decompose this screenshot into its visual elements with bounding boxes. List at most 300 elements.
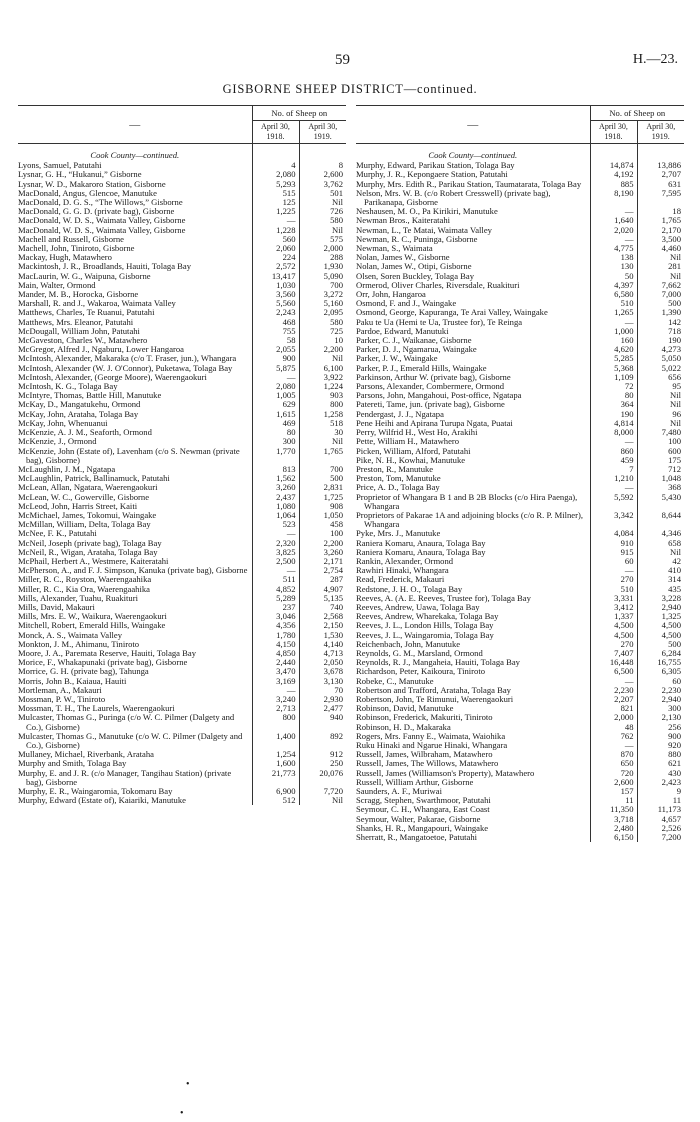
sheep-1918: 8,000 — [590, 428, 637, 437]
sheep-1919: 2,754 — [299, 566, 346, 575]
sheep-1918: 2,713 — [252, 704, 299, 713]
sheep-1919: 712 — [637, 465, 684, 474]
owner-name: Russell, William Arthur, Gisborne — [356, 776, 474, 787]
sheep-1919: 1,258 — [299, 410, 346, 419]
sheep-1919: 96 — [637, 410, 684, 419]
sheep-1918: 3,240 — [252, 695, 299, 704]
owner-name: Morrice, G. H. (private bag), Tahunga — [18, 666, 149, 677]
sheep-1919: 2,477 — [299, 704, 346, 713]
sheep-1919: 575 — [299, 235, 346, 244]
owner-name: Price, A. D., Tolaga Bay — [356, 482, 440, 493]
owner-name: Monck, A. S., Waimata Valley — [18, 629, 123, 640]
sheep-1918: 3,560 — [252, 290, 299, 299]
sheep-1918: 1,254 — [252, 750, 299, 759]
sheep-1919: 7,480 — [637, 428, 684, 437]
owner-name: Reeves, A. (A. E. Reeves, Trustee for), Tolaga Bay — [356, 592, 531, 603]
sheep-1918: 515 — [252, 189, 299, 198]
owner-name: Olsen, Soren Buckley, Tolaga Bay — [356, 270, 475, 281]
owner-name: Robertson, John, Te Rimunui, Waerengaokuri — [356, 693, 514, 704]
sheep-1918: 4,500 — [590, 621, 637, 630]
sheep-1918: 870 — [590, 750, 637, 759]
owner-name: McKenzie, A. J. M., Seaforth, Ormond — [18, 427, 152, 438]
sheep-1919: 410 — [637, 566, 684, 575]
sheep-1919: 631 — [637, 180, 684, 189]
sheep-1918: 7,407 — [590, 649, 637, 658]
sheep-1919: 500 — [637, 299, 684, 308]
sheep-1919: 430 — [637, 769, 684, 778]
table-row — [18, 796, 346, 805]
sheep-1919: 7,720 — [299, 787, 346, 796]
sheep-1918: — — [252, 529, 299, 538]
owner-name: Mullaney, Michael, Riverbank, Arataha — [18, 749, 154, 760]
owner-name: Parker, P. J., Emerald Hills, Waingake — [356, 362, 487, 373]
owner-name: Reynolds, R. J., Mangaheia, Hauiti, Tolaga Bay — [356, 657, 520, 668]
owner-name: Mackintosh, J. R., Broadlands, Hauiti, Tolaga Bay — [18, 261, 192, 272]
owner-name: Murphy and Smith, Tolaga Bay — [18, 758, 127, 769]
sheep-1918: 3,260 — [252, 483, 299, 492]
owner-name: Sherratt, R., Mangatoetoe, Patutahi — [356, 832, 478, 843]
sheep-1918: — — [590, 318, 637, 327]
sheep-1918: 224 — [252, 253, 299, 262]
owner-name: Mortleman, A., Makauri — [18, 684, 102, 695]
owner-name: Saunders, A. F., Muriwai — [356, 786, 442, 797]
sheep-1918: — — [590, 483, 637, 492]
owner-name: Robinson, H. D., Makaraka — [356, 721, 451, 732]
owner-name: McKenzie, J., Ormond — [18, 436, 97, 447]
sheep-1919: 2,707 — [637, 170, 684, 179]
owner-name: Ruku Hinaki and Ngarue Hinaki, Whangara — [356, 740, 508, 750]
owner-name: Newman, S., Waimata — [356, 243, 433, 254]
owner-name: McIntyre, Thomas, Battle Hill, Manutuke — [18, 390, 162, 401]
page-title: GISBORNE SHEEP DISTRICT—continued. — [222, 82, 478, 96]
sheep-1919: 2,526 — [637, 824, 684, 833]
sheep-1919: 11,173 — [637, 805, 684, 814]
sheep-1919: 1,325 — [637, 612, 684, 621]
sheep-1918: 1,562 — [252, 474, 299, 483]
sheep-1918: 80 — [252, 428, 299, 437]
county-subheading: Cook County—continued. — [428, 150, 518, 160]
sheep-1919: 8 — [299, 161, 346, 170]
sheep-1919: 5,022 — [637, 364, 684, 373]
sheep-1919: 2,930 — [299, 695, 346, 704]
sheep-1918: 1,400 — [252, 732, 299, 750]
sheep-1918: 13,417 — [252, 272, 299, 281]
right-column — [356, 105, 684, 842]
sheep-1918: 1,005 — [252, 391, 299, 400]
sheep-1919: Nil — [299, 198, 346, 207]
sheep-1918: 629 — [252, 400, 299, 409]
sheep-1919: 1,725 — [299, 493, 346, 502]
sheep-1918: 1,080 — [252, 502, 299, 511]
sheep-1919: 7,000 — [637, 290, 684, 299]
sheep-1919: 656 — [637, 373, 684, 382]
owner-name: McKenzie, John (Estate of), Lavenham (c/o S. Newman (private bag), Gisborne) — [18, 445, 240, 465]
bullet-mark: • — [186, 1079, 190, 1090]
owner-name: McIntosh, Alexander, Makaraka (c/o T. Fraser, jun.), Whangara — [18, 353, 237, 364]
sheep-1918: 4,192 — [590, 170, 637, 179]
sheep-1918: 5,560 — [252, 299, 299, 308]
owner-name: Mills, Alexander, Tuahu, Ruakituri — [18, 592, 138, 603]
owner-name: Mulcaster, Thomas G., Puringa (c/o W. C. Pilmer (Dalgety and Co.), Gisborne) — [18, 712, 235, 732]
sheep-1919: 4,657 — [637, 815, 684, 824]
sheep-1918: 885 — [590, 180, 637, 189]
owner-name: Lysnar, W. D., Makaroro Station, Gisborne — [18, 178, 166, 189]
owner-name: Reeves, J. L., London Hills, Tolaga Bay — [356, 620, 494, 631]
owner-name: McGaveston, Charles W., Matawhero — [18, 335, 148, 346]
sheep-1919: 4,460 — [637, 244, 684, 253]
sheep-1918: — — [252, 566, 299, 575]
sheep-1919: 600 — [637, 447, 684, 456]
sheep-1919: 903 — [299, 391, 346, 400]
sheep-1919: 250 — [299, 759, 346, 768]
sheep-1918: 50 — [590, 272, 637, 281]
sheep-1919: 100 — [637, 437, 684, 446]
sheep-1919: 95 — [637, 382, 684, 391]
sheep-1919: 2,831 — [299, 483, 346, 492]
owner-name: Pette, William H., Matawhero — [356, 436, 460, 447]
sheep-1919: 5,050 — [637, 354, 684, 363]
sheep-1918: 3,169 — [252, 677, 299, 686]
sheep-1918: — — [590, 741, 637, 750]
sheep-1918: 2,230 — [590, 686, 637, 695]
owner-name: Raniera Komaru, Anaura, Tolaga Bay — [356, 546, 486, 557]
sheep-1919: 6,284 — [637, 649, 684, 658]
sheep-1919: 20,076 — [299, 769, 346, 787]
sheep-1918: 80 — [590, 391, 637, 400]
table-row — [356, 511, 684, 529]
sheep-1918: 3,412 — [590, 603, 637, 612]
sheep-1918: 3,825 — [252, 548, 299, 557]
sheep-1918: 16,448 — [590, 658, 637, 667]
sheep-1918: 755 — [252, 327, 299, 336]
sheep-1918: 2,440 — [252, 658, 299, 667]
sheep-1918: 6,150 — [590, 833, 637, 842]
owner-name: Matthews, Mrs. Eleanor, Patutahi — [18, 316, 134, 327]
sheep-1918: 2,480 — [590, 824, 637, 833]
sheep-1918: 2,207 — [590, 695, 637, 704]
owner-name: MacDonald, D. G. S., “The Willows,” Gisborne — [18, 197, 183, 208]
owner-name: Machell, John, Tiniroto, Gisborne — [18, 243, 135, 254]
sheep-1918: 5,592 — [590, 493, 637, 511]
owner-name: McIntosh, K. G., Tolaga Bay — [18, 381, 118, 392]
sheep-1919: 256 — [637, 723, 684, 732]
table-row — [18, 447, 346, 465]
owner-name: McPhail, Herbert A., Westmere, Kaiteratahi — [18, 555, 169, 566]
sheep-1919: 70 — [299, 686, 346, 695]
sheep-1919: 700 — [299, 281, 346, 290]
sheep-1919: 8,644 — [637, 511, 684, 529]
sheep-1919: 658 — [637, 539, 684, 548]
sheep-1918: 2,243 — [252, 308, 299, 317]
sheep-1919: 580 — [299, 216, 346, 225]
county-subheading-row — [18, 144, 346, 162]
owner-name: Robeke, C., Manutuke — [356, 675, 434, 686]
sheep-1918: — — [252, 686, 299, 695]
sheep-1918: 910 — [590, 539, 637, 548]
sheep-1919: 190 — [637, 336, 684, 345]
owner-name: Murphy, Mrs. Edith R., Parikau Station, Taumatarata, Tolaga Bay — [356, 178, 582, 189]
sheep-1919: 4,140 — [299, 640, 346, 649]
owner-name: Robinson, David, Manutuke — [356, 703, 454, 714]
owner-name: Murphy, Edward (Estate of), Kaiariki, Manutuke — [18, 795, 186, 806]
owner-name: McGregor, Alfred J., Ngaburu, Lower Hangaroa — [18, 344, 184, 355]
sheep-1918: 3,342 — [590, 511, 637, 529]
sheep-1919: 4,907 — [299, 585, 346, 594]
owner-name: Orr, John, Hangaroa — [356, 289, 426, 300]
owner-name: Parker, D. J., Ngamarua, Waingake — [356, 344, 477, 355]
owner-name: McNee, F. K., Patutahi — [18, 528, 97, 539]
owner-name: Reeves, Andrew, Uawa, Tolaga Bay — [356, 601, 480, 612]
sheep-1918: 48 — [590, 723, 637, 732]
sheep-1919: 6,100 — [299, 364, 346, 373]
owner-name: McKay, D., Mangatukehu, Ormond — [18, 399, 141, 410]
owner-name: Perry, Wilfrid H., West Ho, Arakihi — [356, 427, 478, 438]
sheep-1919: 912 — [299, 750, 346, 759]
sheep-table-right — [356, 105, 684, 842]
owner-name: MacLaurin, W. G., Waipuna, Gisborne — [18, 270, 151, 281]
sheep-1919: 10 — [299, 336, 346, 345]
sheep-1918: 3,331 — [590, 594, 637, 603]
sheep-1919: 2,130 — [637, 713, 684, 722]
owner-name: Nelson, Mrs. W. B. (c/o Robert Cresswell) (private bag), Parikanapa, Gisborne — [356, 187, 551, 208]
sheep-1919: 5,135 — [299, 594, 346, 603]
sheep-1918: 4,852 — [252, 585, 299, 594]
sheep-1918: 915 — [590, 548, 637, 557]
sheep-1918: 1,225 — [252, 207, 299, 216]
owner-name: Raniera Komaru, Anaura, Tolaga Bay — [356, 537, 486, 548]
sheep-1919: 1,224 — [299, 382, 346, 391]
owner-name: Mills, Mrs. E. W., Waikura, Waerengaokuri — [18, 611, 167, 622]
sheep-1918: 2,060 — [252, 244, 299, 253]
sheep-1918: 300 — [252, 437, 299, 446]
owner-name: Murphy, J. R., Kepongaere Station, Patutahi — [356, 169, 508, 180]
sheep-1919: 4,500 — [637, 631, 684, 640]
sheep-1919: 880 — [637, 750, 684, 759]
owner-name: Osmond, George, Kapuranga, Te Arai Valley, Waingake — [356, 307, 548, 318]
sheep-1919: Nil — [637, 400, 684, 409]
sheep-1919: 2,150 — [299, 621, 346, 630]
owner-name: Russell, James (Williamson's Property), Matawhero — [356, 767, 535, 778]
owner-name: Rogers, Mrs. Fanny E., Waimata, Waiohika — [356, 730, 506, 741]
sheep-1919: 18 — [637, 207, 684, 216]
sheep-1918: — — [590, 437, 637, 446]
owner-name: Mackay, Hugh, Matawhero — [18, 252, 112, 263]
sheep-1918: 5,875 — [252, 364, 299, 373]
sheep-1919: 5,160 — [299, 299, 346, 308]
sheep-1918: 190 — [590, 410, 637, 419]
sheep-1919: 4,500 — [637, 621, 684, 630]
owner-name: McLaughlin, J. M., Ngatapa — [18, 463, 116, 474]
sheep-1918: 1,228 — [252, 226, 299, 235]
sheep-1918: 1,615 — [252, 410, 299, 419]
sheep-1918: 2,600 — [590, 778, 637, 787]
owner-column-header: — — [18, 106, 252, 144]
sheep-1919: 740 — [299, 603, 346, 612]
sheep-1919: 800 — [299, 400, 346, 409]
owner-name: Pene Heihi and Apirana Turupa Ngata, Puatai — [356, 417, 513, 428]
sheep-1919: 2,000 — [299, 244, 346, 253]
owner-name: McPherson, A., and F. J. Simpson, Kanuka (private bag), Gisborne — [18, 565, 248, 576]
sheep-1918: 4,084 — [590, 529, 637, 538]
sheep-1919: 142 — [637, 318, 684, 327]
sheep-1919: 3,130 — [299, 677, 346, 686]
sheep-1918: 2,437 — [252, 493, 299, 502]
sheep-1918: 2,000 — [590, 713, 637, 722]
sheep-1919: 4,713 — [299, 649, 346, 658]
sheep-1918: 3,046 — [252, 612, 299, 621]
year-1918-header: April 30, 1918. — [590, 121, 637, 144]
owner-name: McIntosh, Alexander, (George Moore), Waerengaokuri — [18, 371, 207, 382]
sheep-1919: 435 — [637, 585, 684, 594]
owner-name: Russell, James, The Willows, Matawhero — [356, 758, 499, 769]
owner-name: Mulcaster, Thomas G., Manutuke (c/o W. C. Pilmer (Dalgety and Co.), Gisborne) — [18, 730, 243, 750]
sheep-1918: 2,055 — [252, 345, 299, 354]
sheep-1918: 510 — [590, 585, 637, 594]
sheep-1918: 1,109 — [590, 373, 637, 382]
sheep-1919: 908 — [299, 502, 346, 511]
owner-name: McKay, John, Arataha, Tolaga Bay — [18, 408, 139, 419]
owner-name: Mills, David, Makauri — [18, 601, 95, 612]
sheep-1918: 1,265 — [590, 308, 637, 317]
sheep-1919: 2,568 — [299, 612, 346, 621]
county-subheading-row — [356, 144, 684, 162]
sheep-1918: 511 — [252, 575, 299, 584]
page-reference: H.—23. — [632, 52, 678, 67]
owner-name: Marshall, R. and J., Wakaroa, Waimata Valley — [18, 298, 176, 309]
owner-name: Newman Bros., Kaiteratahi — [356, 215, 451, 226]
owner-name: Matthews, Charles, Te Ruanui, Patutahi — [18, 307, 155, 318]
table-row — [356, 189, 684, 207]
sheep-1918: 2,080 — [252, 382, 299, 391]
sheep-1918: 468 — [252, 318, 299, 327]
sheep-1919: 1,530 — [299, 631, 346, 640]
sheep-1919: Nil — [637, 391, 684, 400]
sheep-1919: 718 — [637, 327, 684, 336]
sheep-1919: 9 — [637, 787, 684, 796]
sheep-1919: 2,050 — [299, 658, 346, 667]
sheep-1919: 1,050 — [299, 511, 346, 520]
owner-name: McIntosh, Alexander (W. J. O'Connor), Puketawa, Tolaga Bay — [18, 362, 233, 373]
sheep-1919: 288 — [299, 253, 346, 262]
sheep-1919: 11 — [637, 796, 684, 805]
owner-name: Murphy, E. R., Waingaromia, Tokomaru Bay — [18, 786, 173, 797]
sheep-1919: 2,940 — [637, 695, 684, 704]
sheep-1918: — — [252, 216, 299, 225]
owner-name: Parsons, John, Mangahoui, Post-office, Ngatapa — [356, 390, 522, 401]
owner-name: Reeves, J. L., Waingaromia, Tolaga Bay — [356, 629, 494, 640]
sheep-1919: Nil — [299, 437, 346, 446]
sheep-1919: 1,048 — [637, 474, 684, 483]
owner-column-header: — — [356, 106, 590, 144]
sheep-1918: 237 — [252, 603, 299, 612]
owner-name: McMichael, James, Tokomui, Waingake — [18, 509, 157, 520]
sheep-1919: 281 — [637, 262, 684, 271]
sheep-1918: 4 — [252, 161, 299, 170]
sheep-1919: 2,170 — [637, 226, 684, 235]
sheep-1919: 16,755 — [637, 658, 684, 667]
owner-name: Mitchell, Robert, Emerald Hills, Waingake — [18, 620, 166, 631]
sheep-1919: 2,095 — [299, 308, 346, 317]
owner-name: Osmond, F. and J., Waingake — [356, 298, 457, 309]
sheep-1919: 2,423 — [637, 778, 684, 787]
sheep-1918: 1,210 — [590, 474, 637, 483]
sheep-1919: 6,305 — [637, 667, 684, 676]
sheep-1918: 4,150 — [252, 640, 299, 649]
sheep-1919: 3,762 — [299, 180, 346, 189]
sheep-1919: 314 — [637, 575, 684, 584]
sheep-1919: 2,200 — [299, 345, 346, 354]
sheep-1918: 138 — [590, 253, 637, 262]
sheep-1919: 501 — [299, 189, 346, 198]
sheep-1918: 7 — [590, 465, 637, 474]
owner-name: Monkton, J. M., Ahimanu, Tiniroto — [18, 638, 140, 649]
sheep-1919: 7,662 — [637, 281, 684, 290]
owner-name: Mossman, P. W., Tiniroto — [18, 693, 106, 704]
sheep-1919: 700 — [299, 465, 346, 474]
sheep-count-header: No. of Sheep on — [252, 106, 346, 121]
table-row — [18, 732, 346, 750]
owner-name: Redstone, J. H. O., Tolaga Bay — [356, 583, 463, 594]
owner-name: Proprietor of Whangara B 1 and B 2B Blocks (c/o Hira Paenga), Whangara — [356, 491, 578, 511]
sheep-count-header: No. of Sheep on — [590, 106, 684, 121]
sheep-1918: 2,020 — [590, 226, 637, 235]
sheep-1918: 5,289 — [252, 594, 299, 603]
sheep-1918: 8,190 — [590, 189, 637, 207]
sheep-1918: 364 — [590, 400, 637, 409]
sheep-1919: 3,228 — [637, 594, 684, 603]
sheep-1919: Nil — [299, 354, 346, 363]
sheep-1918: 560 — [252, 235, 299, 244]
bullet-mark: • — [180, 1108, 184, 1119]
sheep-1919: 458 — [299, 520, 346, 529]
table-row — [356, 493, 684, 511]
owner-name: Parker, C. J., Waikanae, Gisborne — [356, 335, 472, 346]
owner-name: McNeil, Joseph (private bag), Tolaga Bay — [18, 537, 162, 548]
owner-name: McDougall, William John, Patutahi — [18, 325, 140, 336]
owner-name: Murphy, E. and J. R. (c/o Manager, Tangihau Station) (private bag), Gisborne — [18, 767, 232, 787]
sheep-1919: 518 — [299, 419, 346, 428]
owner-name: Scragg, Stephen, Swarthmoor, Patutahi — [356, 795, 491, 806]
owner-name: Reichenbach, John, Manutuke — [356, 638, 461, 649]
sheep-1918: 160 — [590, 336, 637, 345]
owner-name: Robinson, Frederick, Makuriti, Tiniroto — [356, 712, 493, 723]
sheep-1918: 6,580 — [590, 290, 637, 299]
sheep-1919: 5,090 — [299, 272, 346, 281]
sheep-1918: 270 — [590, 640, 637, 649]
sheep-1918: 60 — [590, 557, 637, 566]
owner-name: Pardoe, Edward, Manutuki — [356, 325, 449, 336]
sheep-1918: 720 — [590, 769, 637, 778]
sheep-1918: — — [252, 373, 299, 382]
year-1918-header: April 30, 1918. — [252, 121, 299, 144]
sheep-1918: 3,470 — [252, 667, 299, 676]
sheep-1918: 1,064 — [252, 511, 299, 520]
table-row — [18, 769, 346, 787]
sheep-1918: 1,000 — [590, 327, 637, 336]
page-number: 59 — [335, 52, 350, 68]
owner-name: Machell and Russell, Gisborne — [18, 233, 124, 244]
owner-name: Pyke, Mrs. J., Manutuke — [356, 528, 441, 539]
owner-name: Paku te Ua (Hemi te Ua, Trustee for), Te Reinga — [356, 316, 523, 327]
owner-name: Pike, N. H., Kowhai, Manutuke — [356, 454, 466, 465]
sheep-1919: 2,171 — [299, 557, 346, 566]
sheep-1918: 523 — [252, 520, 299, 529]
owner-name: Newman, L., Te Matai, Waimata Valley — [356, 224, 492, 235]
sheep-1918: 900 — [252, 354, 299, 363]
sheep-1919: 920 — [637, 741, 684, 750]
owner-name: Parker, J. W., Waingake — [356, 353, 438, 364]
table-row — [18, 713, 346, 731]
